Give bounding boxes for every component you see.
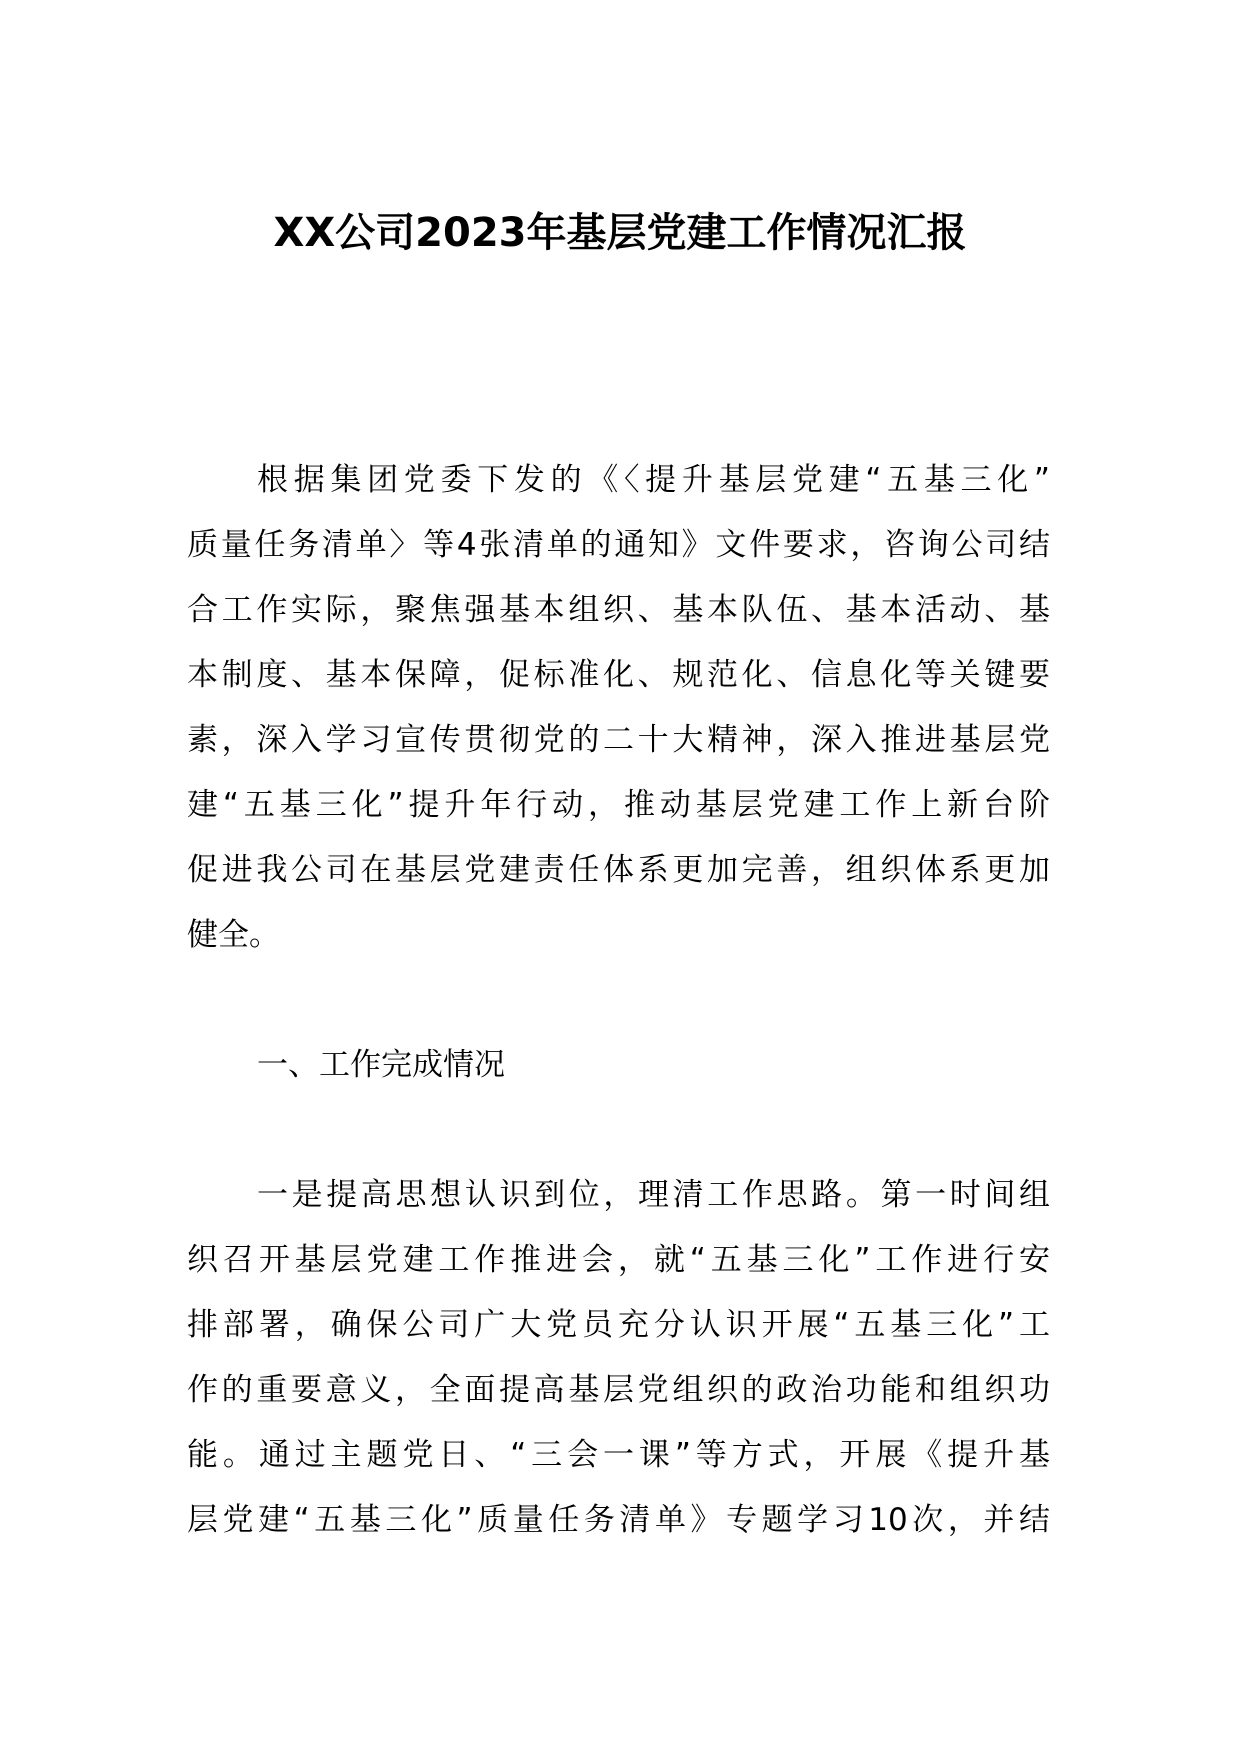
paragraph-line: 作的重要意义，全面提高基层党组织的政治功能和组织功 [187, 1372, 1050, 1408]
paragraph-line: 促进我公司在基层党建责任体系更加完善，组织体系更加 [187, 852, 1050, 888]
paragraph-line: 合工作实际，聚焦强基本组织、基本队伍、基本活动、基 [187, 592, 1050, 628]
paragraph-line: 建“五基三化”提升年行动，推动基层党建工作上新台阶 [187, 787, 1050, 823]
paragraph-intro [187, 448, 1050, 968]
document-title: XX公司2023年基层党建工作情况汇报 [273, 210, 967, 256]
paragraph-line: 排部署，确保公司广大党员充分认识开展“五基三化”工 [187, 1307, 1050, 1343]
paragraph-line: 素，深入学习宣传贯彻党的二十大精神，深入推进基层党 [187, 722, 1050, 758]
paragraph-line: 健全。 [187, 917, 280, 953]
paragraph-work-completion [187, 1163, 1050, 1553]
section-heading-text: 一、工作完成情况 [257, 1047, 505, 1083]
section-heading [187, 1033, 1050, 1098]
paragraph-line: 织召开基层党建工作推进会，就“五基三化”工作进行安 [187, 1242, 1050, 1278]
paragraph-line: 根据集团党委下发的《〈提升基层党建“五基三化” [257, 462, 1050, 498]
paragraph-line: 质量任务清单〉等4张清单的通知》文件要求，咨询公司结 [187, 527, 1050, 563]
paragraph-line: 一是提高思想认识到位，理清工作思路。第一时间组 [257, 1177, 1050, 1213]
paragraph-line: 层党建“五基三化”质量任务清单》专题学习10次，并结 [187, 1502, 1050, 1538]
paragraph-line: 本制度、基本保障，促标准化、规范化、信息化等关键要 [187, 657, 1050, 693]
paragraph-line: 能。通过主题党日、“三会一课”等方式，开展《提升基 [187, 1437, 1050, 1473]
